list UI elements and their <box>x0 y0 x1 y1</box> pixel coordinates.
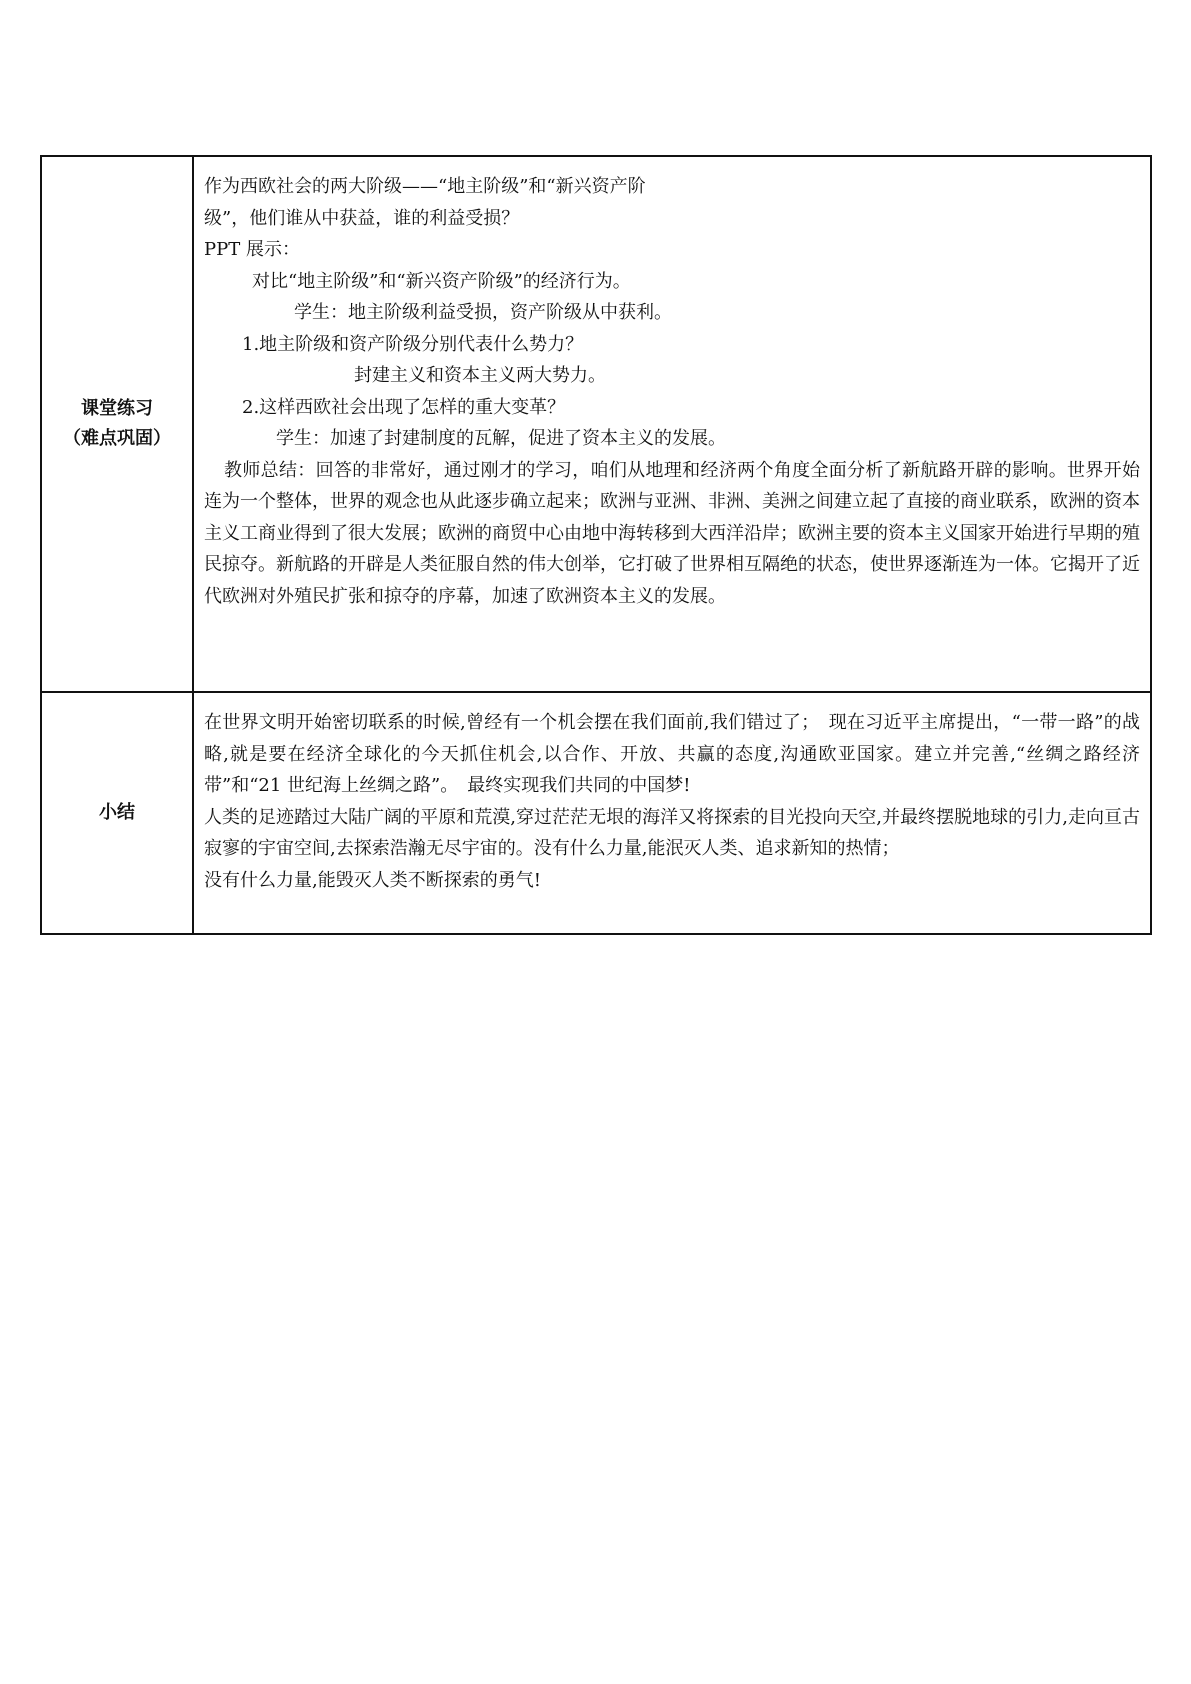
row-content-summary <box>193 692 1151 934</box>
table-row-summary <box>41 692 1151 934</box>
row-label-summary: 小结 <box>41 692 193 934</box>
summary-paragraph-2: 人类的足迹踏过大陆广阔的平原和荒漠,穿过茫茫无垠的海洋又将探索的目光投向天空,并最终摆脱地球的引力,走向亘古寂寥的宇宙空间,去探索浩瀚无尽宇宙的。没有什么力量,能泯灭人类、追求新知的热情； <box>204 806 1140 859</box>
question-2: 2.这样西欧社会出现了怎样的重大变革？ <box>242 396 566 418</box>
ppt-compare-line: 对比“地主阶级”和“新兴资产阶级”的经济行为。 <box>252 270 631 292</box>
table-row-practice <box>41 156 1151 692</box>
student-answer-2: 学生：加速了封建制度的瓦解，促进了资本主义的发展。 <box>276 428 726 449</box>
teacher-summary: 教师总结：回答的非常好，通过刚才的学习，咱们从地理和经济两个角度全面分析了新航路开辟的影响。世界开始连为一个整体，世界的观念也从此逐步确立起来；欧洲与亚洲、非洲、美洲之间建立起了直接的商业联系，欧洲的资本主义工商业得到了很大发展；欧洲的商贸中心由地中海转移到大西洋沿岸；欧洲主要的资本主义国家开始进行早期的殖民掠夺。新航路的开辟是人类征服自然的伟大创举，它打破了世界相互隔绝的状态，使世界逐渐连为一体。它揭开了近代欧洲对外殖民扩张和掠夺的序幕，加速了欧洲资本主义的发展。 <box>204 459 1140 607</box>
lesson-plan-table <box>40 155 1152 935</box>
ppt-heading: PPT 展示： <box>204 239 300 260</box>
row-content-practice <box>193 156 1151 692</box>
question-line-2: 级”，他们谁从中获益，谁的利益受损？ <box>204 207 520 229</box>
summary-paragraph-1: 在世界文明开始密切联系的时候,曾经有一个机会摆在我们面前,我们错过了； 现在习近平主席提出，“一带一路”的战略,就是要在经济全球化的今天抓住机会,以合作、开放、共赢的态度,沟通欧亚国家。建立并完善,“丝绸之路经济带”和“21 世纪海上丝绸之路”。 最终实现我们共同的中国梦! <box>204 712 1140 796</box>
summary-paragraph-3: 没有什么力量,能毁灭人类不断探索的勇气! <box>204 869 541 891</box>
row-label-line1: 课堂练习 <box>81 398 153 419</box>
row-label-line2: （难点巩固） <box>63 428 171 449</box>
question-line-1: 作为西欧社会的两大阶级——“地主阶级”和“新兴资产阶 <box>204 176 646 197</box>
row-label-practice <box>41 156 193 692</box>
answer-1: 封建主义和资本主义两大势力。 <box>354 365 606 386</box>
question-1: 1.地主阶级和资产阶级分别代表什么势力？ <box>242 333 584 355</box>
student-answer-1: 学生：地主阶级利益受损，资产阶级从中获利。 <box>294 302 672 323</box>
